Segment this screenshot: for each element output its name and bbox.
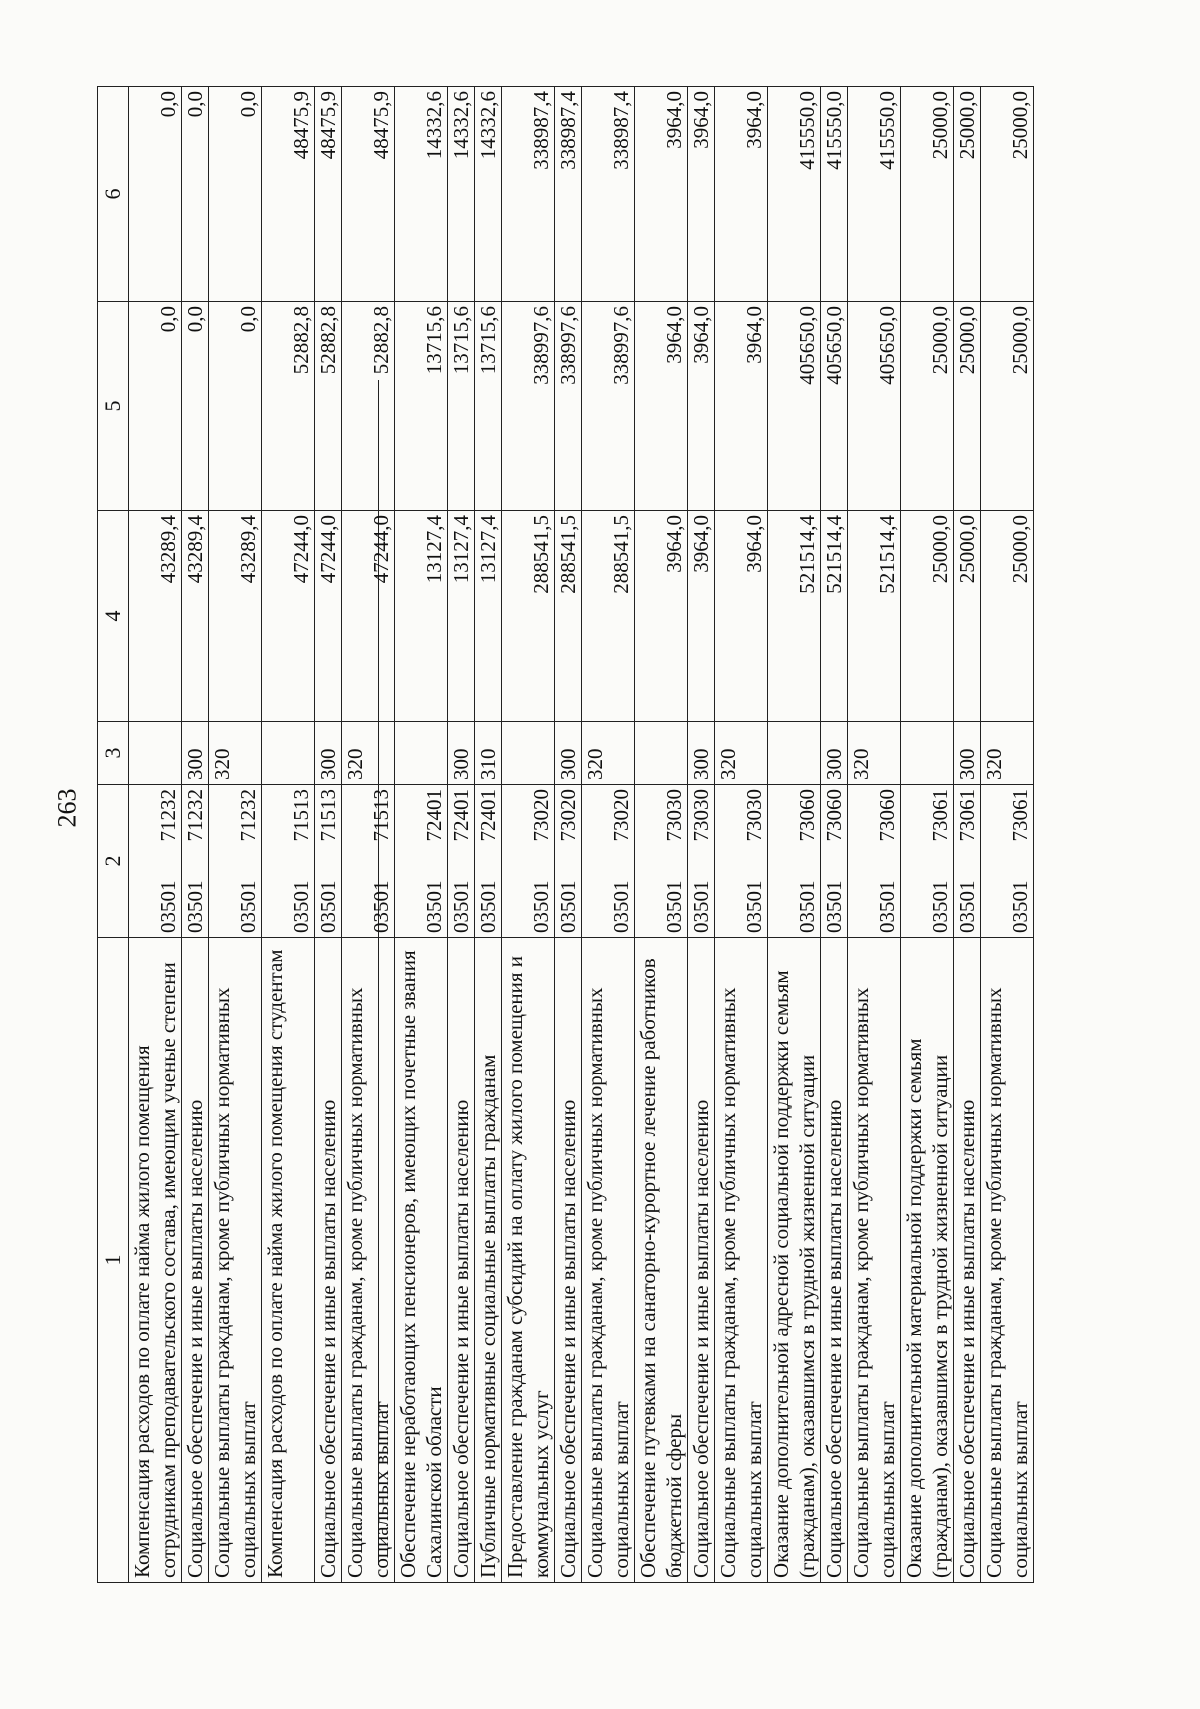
- row-value-6: 25000,0: [981, 87, 1034, 302]
- row-code: [635, 785, 688, 938]
- row-value-4: 288541,5: [555, 511, 582, 722]
- row-value-5: 25000,0: [981, 302, 1034, 511]
- row-kvr: 300: [315, 722, 342, 785]
- code-a: 03501: [742, 880, 766, 933]
- code-b: 72401: [422, 789, 446, 842]
- row-value-5: 13715,6: [475, 302, 502, 511]
- row-value-5: 3964,0: [635, 302, 688, 511]
- code-a: 03501: [476, 880, 500, 933]
- code-pair: [182, 785, 208, 937]
- row-kvr: 300: [182, 722, 209, 785]
- row-value-4: 25000,0: [901, 511, 954, 722]
- row-kvr: [901, 722, 954, 785]
- row-name: Социальные выплаты гражданам, кроме публичных нормативных социальных выплат: [209, 938, 262, 1583]
- table-row: [848, 87, 901, 1583]
- code-b: 71513: [369, 789, 393, 842]
- row-value-5: 13715,6: [448, 302, 475, 511]
- code-b: 73030: [742, 789, 766, 842]
- row-name: Предоставление гражданам субсидий на оплату жилого помещения и коммунальных услуг: [502, 938, 555, 1583]
- row-code: [901, 785, 954, 938]
- row-value-6: 48475,9: [342, 87, 395, 302]
- row-value-6: 14332,6: [475, 87, 502, 302]
- row-code: [768, 785, 821, 938]
- row-kvr: 300: [448, 722, 475, 785]
- row-code: [448, 785, 475, 938]
- code-pair: [794, 785, 820, 937]
- row-name: Компенсация расходов по оплате найма жилого помещения студентам: [262, 938, 315, 1583]
- code-b: 72401: [476, 789, 500, 842]
- row-value-6: 415550,0: [821, 87, 848, 302]
- row-value-5: 25000,0: [901, 302, 954, 511]
- row-value-6: 25000,0: [954, 87, 981, 302]
- code-b: 73061: [1008, 789, 1032, 842]
- code-b: 73060: [795, 789, 819, 842]
- row-code: [262, 785, 315, 938]
- budget-table: [97, 86, 1034, 1583]
- row-value-5: 338997,6: [502, 302, 555, 511]
- row-value-5: 338997,6: [555, 302, 582, 511]
- row-name: Социальное обеспечение и иные выплаты населению: [315, 938, 342, 1583]
- code-pair: [661, 785, 687, 937]
- table-row: [475, 87, 502, 1583]
- code-a: 03501: [449, 880, 473, 933]
- row-code: [688, 785, 715, 938]
- code-pair: [874, 785, 900, 937]
- code-a: 03501: [422, 880, 446, 933]
- code-a: 03501: [529, 880, 553, 933]
- row-value-6: 25000,0: [901, 87, 954, 302]
- row-value-4: 43289,4: [182, 511, 209, 722]
- table-row: [954, 87, 981, 1583]
- code-b: 72401: [449, 789, 473, 842]
- row-value-4: 3964,0: [635, 511, 688, 722]
- row-name: Социальное обеспечение и иные выплаты населению: [954, 938, 981, 1583]
- table-row: [821, 87, 848, 1583]
- row-value-5: 52882,8: [262, 302, 315, 511]
- row-kvr: 320: [848, 722, 901, 785]
- row-kvr: [502, 722, 555, 785]
- row-value-6: 3964,0: [635, 87, 688, 302]
- row-value-5: 3964,0: [715, 302, 768, 511]
- row-code: [502, 785, 555, 938]
- row-code: [555, 785, 582, 938]
- table-row: [901, 87, 954, 1583]
- row-value-4: 3964,0: [688, 511, 715, 722]
- code-a: 03501: [1008, 880, 1032, 933]
- code-pair: [608, 785, 634, 937]
- row-value-6: 3964,0: [715, 87, 768, 302]
- row-kvr: 320: [715, 722, 768, 785]
- row-value-6: 0,0: [209, 87, 262, 302]
- row-value-6: 338987,4: [555, 87, 582, 302]
- table-row: [981, 87, 1034, 1583]
- row-code: [981, 785, 1034, 938]
- code-a: 03501: [689, 880, 713, 933]
- row-value-5: 3964,0: [688, 302, 715, 511]
- row-value-4: 521514,4: [768, 511, 821, 722]
- row-value-4: 43289,4: [129, 511, 182, 722]
- row-value-6: 415550,0: [768, 87, 821, 302]
- row-kvr: [768, 722, 821, 785]
- row-value-6: 415550,0: [848, 87, 901, 302]
- code-a: 03501: [289, 880, 313, 933]
- row-value-6: 14332,6: [448, 87, 475, 302]
- table-row: [688, 87, 715, 1583]
- row-name: Социальные выплаты гражданам, кроме публичных нормативных социальных выплат: [582, 938, 635, 1583]
- code-a: 03501: [955, 880, 979, 933]
- row-code: [582, 785, 635, 938]
- row-kvr: 320: [342, 722, 395, 785]
- code-b: 71513: [316, 789, 340, 842]
- header-col-5: 5: [98, 302, 129, 511]
- code-a: 03501: [316, 880, 340, 933]
- row-value-4: 47244,0: [342, 511, 395, 722]
- code-a: 03501: [609, 880, 633, 933]
- row-value-5: 405650,0: [848, 302, 901, 511]
- rotated-table-container: [97, 91, 1090, 1583]
- code-a: 03501: [556, 880, 580, 933]
- code-b: 73020: [529, 789, 553, 842]
- row-code: [848, 785, 901, 938]
- row-value-4: 288541,5: [502, 511, 555, 722]
- code-b: 71232: [183, 789, 207, 842]
- row-value-6: 3964,0: [688, 87, 715, 302]
- row-name: Социальные выплаты гражданам, кроме публичных нормативных социальных выплат: [848, 938, 901, 1583]
- code-b: 73030: [689, 789, 713, 842]
- row-value-4: 3964,0: [715, 511, 768, 722]
- row-value-5: 0,0: [129, 302, 182, 511]
- code-pair: [368, 785, 394, 937]
- code-pair: [155, 785, 181, 937]
- row-value-6: 338987,4: [582, 87, 635, 302]
- row-kvr: [635, 722, 688, 785]
- row-code: [342, 785, 395, 938]
- row-name: Обеспечение путевками на санаторно-курортное лечение работников бюджетной сферы: [635, 938, 688, 1583]
- row-kvr: [395, 722, 448, 785]
- code-pair: [448, 785, 474, 937]
- code-a: 03501: [928, 880, 952, 933]
- row-name: Социальные выплаты гражданам, кроме публичных нормативных социальных выплат: [715, 938, 768, 1583]
- code-a: 03501: [369, 880, 393, 933]
- code-a: 03501: [183, 880, 207, 933]
- row-name: Социальное обеспечение и иные выплаты населению: [555, 938, 582, 1583]
- row-name: Социальное обеспечение и иные выплаты населению: [182, 938, 209, 1583]
- code-pair: [927, 785, 953, 937]
- code-b: 73020: [556, 789, 580, 842]
- row-value-4: 43289,4: [209, 511, 262, 722]
- row-kvr: 320: [209, 722, 262, 785]
- row-kvr: 300: [555, 722, 582, 785]
- row-name: Оказание дополнительной материальной поддержки семьям (гражданам), оказавшимся в трудной жизненной ситуации: [901, 938, 954, 1583]
- row-kvr: 320: [981, 722, 1034, 785]
- row-value-5: 13715,6: [395, 302, 448, 511]
- row-kvr: 300: [688, 722, 715, 785]
- row-code: [395, 785, 448, 938]
- code-pair: [741, 785, 767, 937]
- table-row: [448, 87, 475, 1583]
- code-a: 03501: [156, 880, 180, 933]
- row-value-5: 52882,8: [342, 302, 395, 511]
- row-code: [209, 785, 262, 938]
- header-col-1: 1: [98, 938, 129, 1583]
- table-row: [582, 87, 635, 1583]
- header-col-6: 6: [98, 87, 129, 302]
- row-kvr: 300: [821, 722, 848, 785]
- row-code: [182, 785, 209, 938]
- row-value-5: 405650,0: [768, 302, 821, 511]
- row-name: Социальное обеспечение и иные выплаты населению: [821, 938, 848, 1583]
- code-b: 73061: [955, 789, 979, 842]
- code-pair: [315, 785, 341, 937]
- row-value-5: 0,0: [209, 302, 262, 511]
- table-row: [555, 87, 582, 1583]
- row-name: Социальные выплаты гражданам, кроме публичных нормативных социальных выплат: [981, 938, 1034, 1583]
- row-name: Социальные выплаты гражданам, кроме публичных нормативных социальных выплат: [342, 938, 395, 1583]
- code-b: 73060: [875, 789, 899, 842]
- code-b: 73020: [609, 789, 633, 842]
- table-row: [262, 87, 315, 1583]
- code-pair: [475, 785, 501, 937]
- code-pair: [555, 785, 581, 937]
- table-row: [635, 87, 688, 1583]
- row-value-4: 521514,4: [821, 511, 848, 722]
- row-kvr: [129, 722, 182, 785]
- row-value-6: 338987,4: [502, 87, 555, 302]
- row-value-4: 13127,4: [475, 511, 502, 722]
- row-value-5: 405650,0: [821, 302, 848, 511]
- code-pair: [1007, 785, 1033, 937]
- code-pair: [688, 785, 714, 937]
- row-name: Обеспечение неработающих пенсионеров, имеющих почетные звания Сахалинской области: [395, 938, 448, 1583]
- row-name: Публичные нормативные социальные выплаты гражданам: [475, 938, 502, 1583]
- row-value-4: 521514,4: [848, 511, 901, 722]
- page-number: 263: [52, 788, 82, 828]
- code-b: 73030: [662, 789, 686, 842]
- row-value-6: 0,0: [129, 87, 182, 302]
- row-value-4: 47244,0: [315, 511, 342, 722]
- row-value-5: 0,0: [182, 302, 209, 511]
- row-name: Социальное обеспечение и иные выплаты населению: [688, 938, 715, 1583]
- row-value-4: 13127,4: [448, 511, 475, 722]
- row-code: [315, 785, 342, 938]
- row-value-5: 338997,6: [582, 302, 635, 511]
- code-a: 03501: [875, 880, 899, 933]
- code-b: 71513: [289, 789, 313, 842]
- row-code: [475, 785, 502, 938]
- code-a: 03501: [822, 880, 846, 933]
- row-kvr: 310: [475, 722, 502, 785]
- table-row: [129, 87, 182, 1583]
- table-row: [502, 87, 555, 1583]
- code-b: 71232: [156, 789, 180, 842]
- code-pair: [421, 785, 447, 937]
- row-kvr: 300: [954, 722, 981, 785]
- table-row: [182, 87, 209, 1583]
- row-value-4: 47244,0: [262, 511, 315, 722]
- header-col-4: 4: [98, 511, 129, 722]
- table-row: [395, 87, 448, 1583]
- code-b: 73060: [822, 789, 846, 842]
- row-code: [821, 785, 848, 938]
- row-name: Социальное обеспечение и иные выплаты населению: [448, 938, 475, 1583]
- row-kvr: [262, 722, 315, 785]
- header-row: [98, 87, 129, 1583]
- header-col-2: 2: [98, 785, 129, 938]
- row-value-4: 13127,4: [395, 511, 448, 722]
- row-code: [715, 785, 768, 938]
- row-value-5: 52882,8: [315, 302, 342, 511]
- header-col-3: 3: [98, 722, 129, 785]
- row-value-6: 48475,9: [262, 87, 315, 302]
- code-a: 03501: [236, 880, 260, 933]
- table-row: [342, 87, 395, 1583]
- row-code: [954, 785, 981, 938]
- code-pair: [288, 785, 314, 937]
- table-row: [768, 87, 821, 1583]
- code-b: 71232: [236, 789, 260, 842]
- table-row: [715, 87, 768, 1583]
- code-b: 73061: [928, 789, 952, 842]
- code-a: 03501: [795, 880, 819, 933]
- code-a: 03501: [662, 880, 686, 933]
- row-value-6: 0,0: [182, 87, 209, 302]
- row-code: [129, 785, 182, 938]
- row-name: Компенсация расходов по оплате найма жилого помещения сотрудникам преподавательского состава, имеющим ученые степени: [129, 938, 182, 1583]
- table-row: [209, 87, 262, 1583]
- row-kvr: 320: [582, 722, 635, 785]
- code-pair: [528, 785, 554, 937]
- row-value-4: 25000,0: [954, 511, 981, 722]
- row-name: Оказание дополнительной адресной социальной поддержки семьям (гражданам), оказавшимся в трудной жизненной ситуации: [768, 938, 821, 1583]
- row-value-5: 25000,0: [954, 302, 981, 511]
- row-value-6: 48475,9: [315, 87, 342, 302]
- table-row: [315, 87, 342, 1583]
- code-pair: [954, 785, 980, 937]
- row-value-6: 14332,6: [395, 87, 448, 302]
- code-pair: [235, 785, 261, 937]
- row-value-4: 25000,0: [981, 511, 1034, 722]
- code-pair: [821, 785, 847, 937]
- row-value-4: 288541,5: [582, 511, 635, 722]
